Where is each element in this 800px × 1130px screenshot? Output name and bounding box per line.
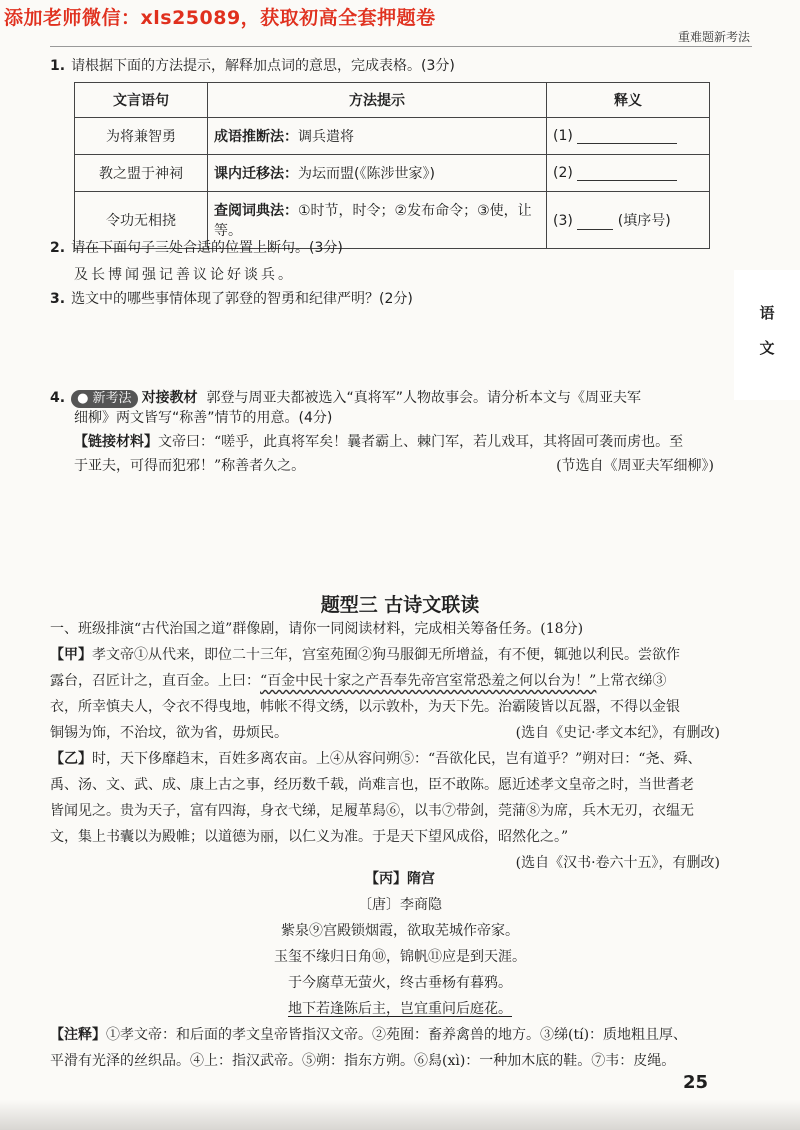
header-tag: 重难题新考法	[677, 30, 750, 44]
notes-line: 平滑有光泽的丝织品。④上：指汉武帝。⑤朔：指东方朔。⑥舄(xì)：一种加木底的鞋。⑦韦：皮绳。	[50, 1053, 676, 1069]
table-row	[75, 155, 710, 192]
table-header: 文言语句	[75, 83, 208, 118]
passage-label: 【甲】	[50, 647, 92, 663]
notes-line	[50, 1022, 730, 1048]
answer-cell[interactable]	[547, 155, 710, 192]
passage-yi	[50, 746, 720, 876]
passage-source: (选自《汉书·卷六十五》，有删改)	[515, 855, 720, 871]
poem-title: 【丙】隋宫	[365, 871, 435, 887]
method-label: 课内迁移法：	[214, 166, 298, 182]
link-text: 文帝曰：“嗟乎，此真将军矣！曩者霸上、棘门军，若儿戏耳，其将固可袭而虏也。至	[158, 434, 684, 450]
passage-text: 孝文帝①从代来，即位二十三年，宫室苑囿②狗马服御无所增益，有不便，辄弛以利民。尝欲作	[92, 647, 680, 663]
notes-text: ①孝文帝：和后面的孝文皇帝皆指汉文帝。②苑囿：畜养禽兽的地方。③绨(tí)：质地粗且厚、	[106, 1027, 688, 1043]
passage-line	[50, 668, 720, 694]
badge-suffix: 对接教材	[141, 390, 198, 406]
notes-label: 【注释】	[50, 1027, 106, 1043]
new-method-badge	[71, 390, 138, 408]
side-tab-char: 语	[759, 304, 775, 322]
side-tab-char: 文	[759, 339, 775, 357]
table-header-row	[75, 83, 710, 118]
link-material	[74, 430, 714, 478]
passage-text: 上常衣绨③	[596, 673, 667, 689]
answer-label: (1)	[553, 128, 573, 144]
question-2	[50, 238, 343, 258]
phrase-cell: 为将兼智勇	[75, 118, 208, 155]
question-number: 1.	[50, 58, 66, 74]
method-text: 调兵遣将	[298, 129, 354, 145]
link-line	[74, 454, 714, 478]
watermark-text: 添加老师微信：xls25089，获取初高全套押题卷	[4, 7, 436, 29]
passage-jia	[50, 642, 720, 746]
passage-source: (选自《史记·孝文本纪》，有删改)	[515, 725, 720, 741]
question-text: 请根据下面的方法提示，解释加点词的意思，完成表格。(3分)	[71, 58, 455, 74]
passage-label: 【乙】	[50, 751, 92, 767]
table-header: 释义	[547, 83, 710, 118]
poem-line: 地下若逢陈后主，岂宜重问后庭花。	[288, 1001, 512, 1017]
question-text: 选文中的哪些事情体现了郭登的智勇和纪律严明？(2分)	[71, 291, 413, 307]
side-tab	[734, 270, 800, 400]
wavy-underlined-sentence: “百金中民十家之产吾奉先帝宫室常恐羞之何以台为！”	[260, 673, 597, 689]
answer-blank[interactable]	[577, 166, 677, 181]
chapter-title: 题型三 古诗文联读	[320, 594, 480, 616]
phrase-cell: 教之盟于神祠	[75, 155, 208, 192]
passage-line: 衣，所幸慎夫人，令衣不得曳地，帏帐不得文绣，以示敦朴，为天下先。治霸陵皆以瓦器，不得以金银	[50, 699, 680, 715]
link-text: 于亚夫，可得而犯邪！”称善者久之。	[74, 458, 306, 474]
page-number: 25	[682, 1072, 708, 1093]
notes	[50, 1022, 730, 1074]
poem-line: 于今腐草无萤火，终古垂杨有暮鸦。	[288, 975, 512, 991]
method-label: 成语推断法：	[214, 129, 298, 145]
link-source: (节选自《周亚夫军细柳》)	[556, 458, 714, 474]
table-header: 方法提示	[208, 83, 547, 118]
passage-line: 文，集上书囊以为殿帷；以道德为丽，以仁义为准。于是天下望风成俗，昭然化之。”	[50, 829, 569, 845]
answer-blank[interactable]	[577, 129, 677, 144]
poem-line: 玉玺不缘归日角⑩，锦帆⑪应是到天涯。	[274, 949, 526, 965]
reading-section	[50, 616, 720, 876]
method-cell	[208, 155, 547, 192]
method-label: 查阅词典法：	[214, 203, 298, 219]
question-number: 3.	[50, 291, 66, 307]
passage-text: 露台，召匠计之，直百金。上曰：	[50, 673, 260, 689]
link-line	[74, 430, 714, 454]
header-divider	[50, 46, 752, 47]
method-text: 为坛而盟(《陈涉世家》)	[298, 166, 435, 182]
question-text: 郭登与周亚夫都被选入“真将军”人物故事会。请分析本文与《周亚夫军	[206, 390, 641, 406]
question-4	[50, 388, 730, 428]
poem-bing	[0, 866, 800, 1022]
question-2-sentence: 及长博闻强记善议论好谈兵。	[74, 267, 295, 283]
question-text: 细柳》两文皆写“称善”情节的用意。(4分)	[74, 410, 333, 426]
answer-cell[interactable]	[547, 118, 710, 155]
passage-line	[50, 720, 720, 746]
link-label: 【链接材料】	[74, 434, 158, 450]
question-text: 请在下面句子三处合适的位置上断句。(3分)	[71, 240, 343, 256]
passage-line: 禹、汤、文、武、成、康上古之事，经历数千载，尚难言也，臣不敢陈。愿近述孝文皇帝之时，当世耆老	[50, 777, 694, 793]
question-number: 2.	[50, 240, 66, 256]
passage-line: 皆闻见之。贵为天子，富有四海，身衣弋绨，足履革舄⑥，以韦⑦带剑，莞蒲⑧为席，兵木无刃，衣缊无	[50, 803, 694, 819]
method-table	[74, 82, 710, 249]
answer-blank[interactable]	[577, 215, 613, 230]
method-cell	[208, 118, 547, 155]
passage-text: 时，天下侈靡趋末，百姓多离农亩。上④从容问朔⑤：“吾欲化民，岂有道乎？”朔对曰：“尧、舜、	[92, 751, 702, 767]
badge-label: 新考法	[92, 391, 132, 406]
question-4-line	[50, 388, 730, 408]
question-number: 4.	[50, 390, 66, 406]
answer-label: (2)	[553, 165, 573, 181]
table-row	[75, 118, 710, 155]
passage-line	[50, 746, 720, 772]
method-text: ①时节，时令；②发布命令；③使，让等。	[214, 203, 532, 239]
passage-line	[50, 642, 720, 668]
section-intro: 一、班级排演“古代治国之道”群像剧，请你一同阅读材料，完成相关筹备任务。(18分)	[50, 621, 584, 637]
answer-label: (3)	[553, 213, 573, 229]
page-bottom-shadow	[0, 1100, 800, 1130]
answer-suffix: (填序号)	[617, 213, 671, 229]
lightbulb-icon: ●	[77, 391, 89, 406]
phrase-cell: 令功无相挠	[75, 192, 208, 249]
answer-cell[interactable]	[547, 192, 710, 249]
question-3	[50, 289, 413, 309]
poem-author: 〔唐〕李商隐	[358, 897, 442, 913]
question-1	[50, 56, 455, 76]
poem-line: 紫泉⑨宫殿锁烟霞，欲取芜城作帝家。	[281, 923, 519, 939]
passage-text: 铜锡为饰，不治坟，欲为省，毋烦民。	[50, 725, 288, 741]
